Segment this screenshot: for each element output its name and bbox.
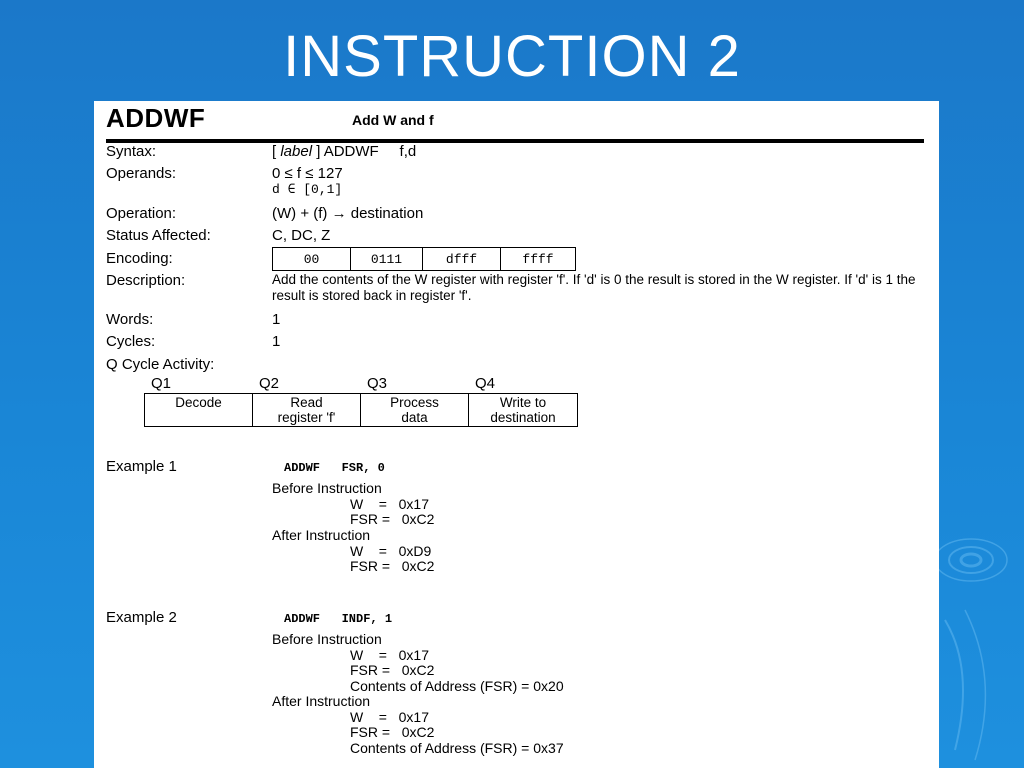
instruction-document [94,101,939,768]
example2-before-line: Contents of Address (FSR) = 0x20 [350,678,564,694]
description-label: Description: [106,272,186,289]
example2-after-line: Contents of Address (FSR) = 0x37 [350,740,564,756]
q-cycle-table [144,393,578,427]
example1-before-line: W = 0x17 [350,496,429,512]
syntax-rest: ] ADDWF f,d [312,143,417,160]
operands-line2: d ∈ [0,1] [272,182,343,197]
words-value: 1 [272,311,281,328]
example1-code: ADDWF FSR, 0 [284,461,385,475]
q-header: Q4 [475,375,496,392]
cycles-label: Cycles: [106,333,156,350]
slide-title: INSTRUCTION 2 [283,24,741,89]
example2-before-line: FSR = 0xC2 [350,662,435,678]
q-cell [361,394,469,426]
q-cell [145,394,253,426]
status-label: Status Affected: [106,227,211,244]
example2-after-line: W = 0x17 [350,709,429,725]
example1-before-label: Before Instruction [272,480,382,496]
encoding-label: Encoding: [106,250,173,267]
q-cell [253,394,361,426]
instruction-mnemonic: ADDWF [106,103,206,133]
q-cell [469,394,577,426]
example1-label: Example 1 [106,458,177,475]
status-value: C, DC, Z [272,227,331,244]
q-header: Q3 [367,375,388,392]
q-header: Q2 [259,375,280,392]
example1-after-label: After Instruction [272,527,371,543]
q-cell-line: data [401,410,428,425]
example1-after-line: W = 0xD9 [350,543,432,559]
q-cycle-label: Q Cycle Activity: [106,356,215,373]
q-cell-line: register 'f' [277,410,336,425]
syntax-value [272,143,416,160]
encoding-table [272,247,576,271]
syntax-bracket: [ [272,143,281,160]
example2-code: ADDWF INDF, 1 [284,612,393,626]
q-cell-line: destination [490,410,556,425]
example2-after-label: After Instruction [272,693,371,709]
q-cell-line: Write to [499,395,547,410]
q-cell-line: Decode [175,395,222,410]
encoding-cell: dfff [423,248,501,270]
example1-after-line: FSR = 0xC2 [350,558,435,574]
encoding-cell: 00 [273,248,351,270]
operation-label: Operation: [106,205,177,222]
example2-after-line: FSR = 0xC2 [350,724,435,740]
example1-before-line: FSR = 0xC2 [350,511,435,527]
example2-label: Example 2 [106,609,177,626]
operands-line1: 0 ≤ f ≤ 127 [272,165,343,182]
operands-label: Operands: [106,165,177,182]
description-value: Add the contents of the W register with register 'f'. If 'd' is 0 the result is stored in the W register. If 'd' is 1 the result is stored back in register 'f'. [272,272,916,303]
words-label: Words: [106,311,154,328]
q-header: Q1 [151,375,172,392]
example2-before-label: Before Instruction [272,631,382,647]
header-rule [106,139,924,143]
q-cell-line: Read [290,395,323,410]
syntax-label: Syntax: [106,143,157,160]
instruction-summary: Add W and f [352,112,434,128]
example2-before-line: W = 0x17 [350,647,429,663]
operation-value: (W) + (f) → destination [272,205,424,222]
encoding-cell: 0111 [351,248,423,270]
syntax-label-text: label [280,143,313,160]
encoding-cell: ffff [522,251,554,267]
cycles-value: 1 [272,333,281,350]
q-cell-line: Process [390,395,439,410]
